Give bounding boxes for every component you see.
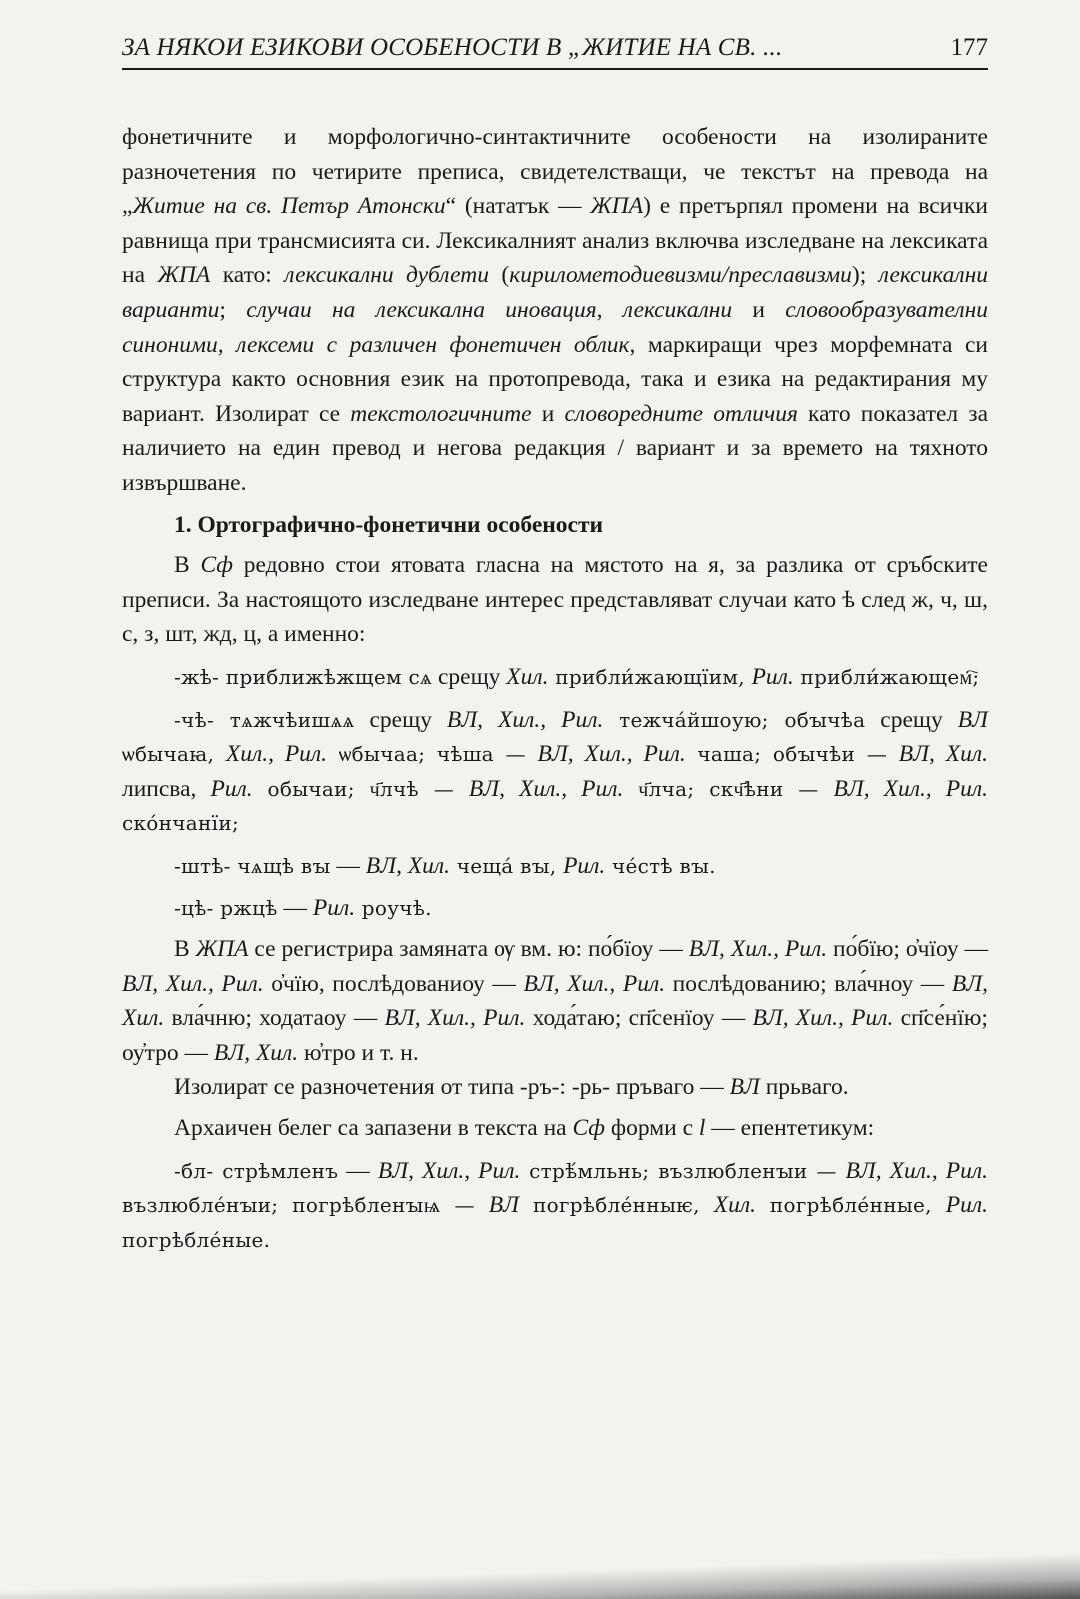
- paragraph-yat: В Сф редовно стои ятовата гласна на мястото на я, за разлика от сръбските преписи. За настоящото изследване интерес представляват случаи като ѣ след ж, ч, ш, с, з, шт, жд, ц, а именно:: [122, 552, 988, 648]
- page-body: [122, 120, 988, 1257]
- paragraph-intro: фонетичните и морфологично-синтактичните особености на изолираните разночетения по четирите преписа, свидетелстващи, че текстът на превода на „Житие на св. Петър Атонски“ (нататък — ЖПА) е претърпял промени на всички равнища при трансмисията си. Лексикалният анализ включва изследване на лексиката на ЖПА като: лексикални дублети (кирилометодиевизми/преславизми); лексикални варианти; случаи на лексикална иновация, лексикални и словообразувателни синоними, лексеми с различен фонетичен облик, маркиращи чрез морфемната си структура както основния език на протопревода, така и езика на редактирания му вариант. Изолират се текстологичните и словоредните отличия като показател за наличието на един превод и негова редакция / вариант и за времето на тяхното извършване.: [122, 124, 989, 496]
- scan-edge-shadow: [0, 1553, 1080, 1599]
- example-zhe: -жѣ- приближѣжщем сѧ срещу Хил. прибли́жающїим, Рил. прибли́жающем҇;: [174, 663, 980, 690]
- example-shte: -штѣ- чѧщѣ вꙑ — ВЛ, Хил. чеща́ вꙑ, Рил. че́стѣ вꙑ.: [174, 852, 716, 879]
- running-head: [122, 34, 988, 62]
- running-title: ЗА НЯКОИ ЕЗИКОВИ ОСОБЕНОСТИ В „ЖИТИЕ НА СВ. ...: [122, 34, 783, 61]
- paragraph-rub: Изолират се разночетения от типа -ръ-: -рь- пръваго — ВЛ прьваго.: [174, 1074, 849, 1101]
- section-heading: 1. Ортографично-фонетични особености: [174, 511, 604, 538]
- page-number: 177: [950, 34, 988, 61]
- paragraph-ou: В ЖПА се регистрира замяната ѹ вм. ю: по́бїоу — ВЛ, Хил., Рил. по́бїю; о҆чїоу — ВЛ, Хил., Рил. о҆чїю, послѣдованиоу — ВЛ, Хил., Рил. послѣдованию; вла́чноу — ВЛ, Хил. вла́чню; ходатаоу — ВЛ, Хил., Рил. хода́таю; сп҃сенїоу — ВЛ, Хил., Рил. сп҃се́нїю; оу҆тро — ВЛ, Хил. ю҆тро и т. н.: [122, 936, 989, 1066]
- paragraph-epentheticum: Архаичен белег са запазени в текста на Сф форми с l — епентетикум:: [174, 1115, 875, 1142]
- example-tse: -цѣ- ржцѣ — Рил. роучѣ.: [174, 895, 432, 922]
- example-che: -чѣ- тѧжчѣишѧѧ срещу ВЛ, Хил., Рил. тежча́йшоую; обꙑчѣа срещу ВЛ ѡбычаꙗ, Хил., Рил. ѡбычаа; чѣша — ВЛ, Хил., Рил. чаша; обꙑчѣи — ВЛ, Хил. липсва, Рил. обычаи; ч҃лчѣ — ВЛ, Хил., Рил. ч҃лча; скч҃ѣни — ВЛ, Хил., Рил. ско́нчанїи;: [122, 706, 989, 836]
- example-bl: -бл- стрѣмленъ — ВЛ, Хил., Рил. стрѣ́мльнь; възлюбленꙑи — ВЛ, Хил., Рил. възлюбле́нꙑи; погрѣбленꙑѩ — ВЛ погрѣбле́нныѥ, Хил. погрѣбле́нные, Рил. погрѣбле́ные.: [122, 1157, 988, 1252]
- header-rule: [122, 68, 988, 70]
